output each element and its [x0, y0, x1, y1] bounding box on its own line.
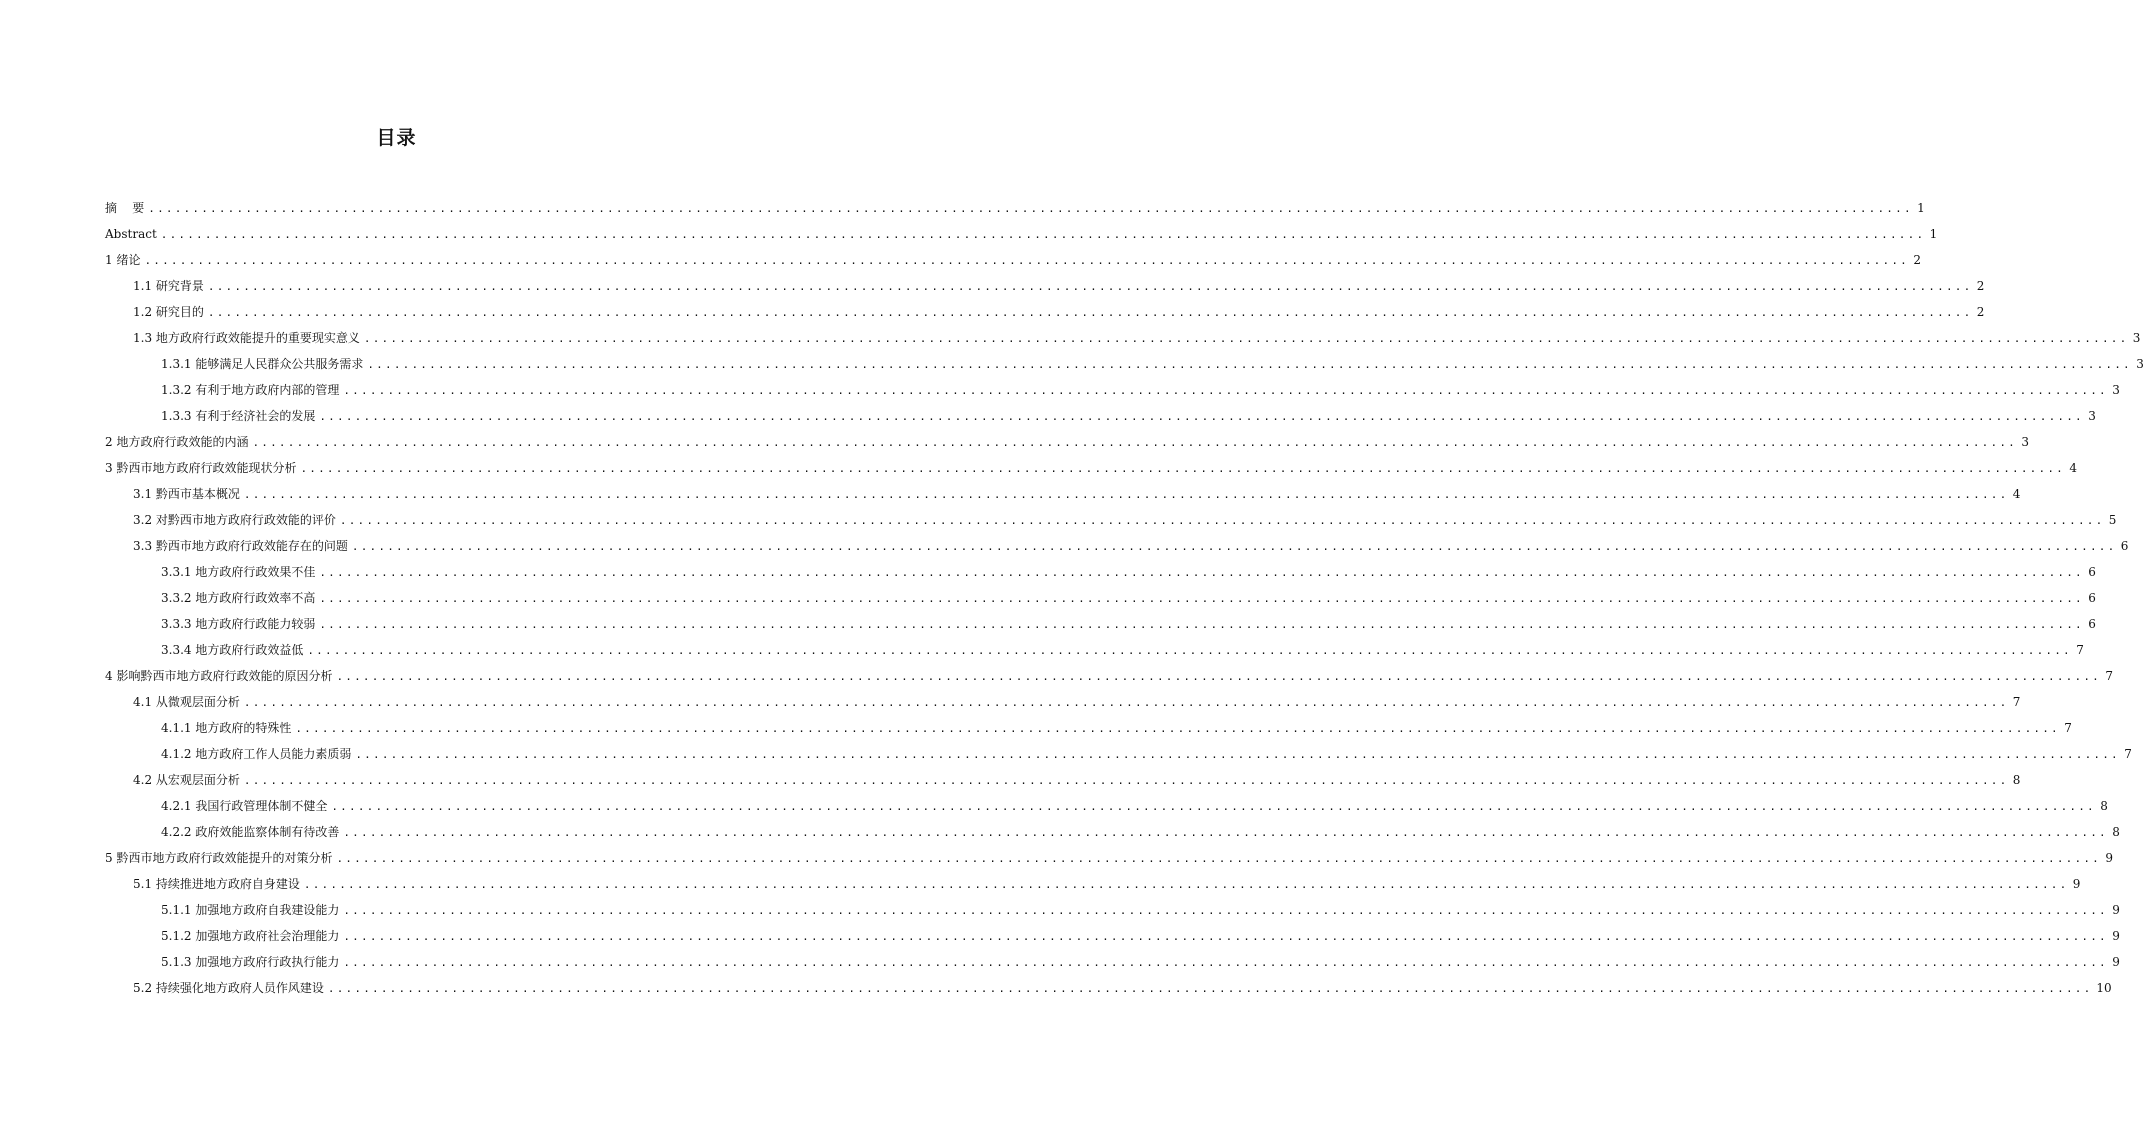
dot-leader: ........................................................................................................................................................................................................ — [367, 358, 2132, 371]
toc-entry[interactable] — [105, 767, 2021, 793]
toc-entry-label: 3.3.4 地方政府行政效益低 — [161, 643, 304, 657]
toc-entry-label: 摘 要 — [105, 201, 145, 215]
dot-leader: ........................................................................................................................................................................................................ — [343, 904, 2108, 917]
toc-entry[interactable] — [105, 871, 2081, 897]
toc-entry-label: 4.1.2 地方政府工作人员能力素质弱 — [161, 747, 352, 761]
toc-entry-page-number: 7 — [2012, 695, 2021, 709]
toc-entry-page-number: 5 — [2108, 513, 2117, 527]
toc-entry-label: 3.3.1 地方政府行政效果不佳 — [161, 565, 316, 579]
toc-entry[interactable] — [105, 507, 2117, 533]
toc-entry-page-number: 2 — [1976, 305, 1985, 319]
toc-entry-page-number: 7 — [2105, 669, 2113, 683]
toc-entry-label: 3.2 对黔西市地方政府行政效能的评价 — [133, 513, 336, 527]
dot-leader: ........................................................................................................................................................................................................ — [160, 228, 1926, 241]
toc-entry-page-number: 6 — [2120, 539, 2129, 553]
dot-leader: ........................................................................................................................................................................................................ — [336, 670, 2101, 683]
toc-entry[interactable] — [105, 741, 2132, 767]
dot-leader: ........................................................................................................................................................................................................ — [351, 540, 2117, 553]
toc-entry-page-number: 9 — [2072, 877, 2081, 891]
toc-entry[interactable] — [105, 845, 2113, 871]
toc-entry[interactable] — [105, 455, 2077, 481]
toc-entry[interactable] — [105, 299, 1985, 325]
toc-entry-label: 3.3.3 地方政府行政能力较弱 — [161, 617, 316, 631]
toc-entry-page-number: 3 — [2112, 383, 2120, 397]
toc-entry[interactable] — [105, 715, 2072, 741]
toc-entry[interactable] — [105, 481, 2021, 507]
dot-leader: ........................................................................................................................................................................................................ — [207, 306, 1973, 319]
toc-entry-label: 5.1.3 加强地方政府行政执行能力 — [161, 955, 340, 969]
toc-entry-page-number: 7 — [2124, 747, 2132, 761]
dot-leader: ........................................................................................................................................................................................................ — [363, 332, 2129, 345]
dot-leader: ........................................................................................................................................................................................................ — [355, 748, 2120, 761]
toc-entry-page-number: 4 — [2069, 461, 2077, 475]
toc-entry-page-number: 4 — [2012, 487, 2021, 501]
dot-leader: ........................................................................................................................................................................................................ — [144, 254, 1909, 267]
toc-entry[interactable] — [105, 949, 2120, 975]
toc-entry-page-number: 1 — [1917, 201, 1925, 215]
toc-entry-label: 1.3.3 有利于经济社会的发展 — [161, 409, 316, 423]
toc-entry[interactable] — [105, 403, 2096, 429]
toc-entry-label: 4.2.2 政府效能监察体制有待改善 — [161, 825, 340, 839]
dot-leader: ........................................................................................................................................................................................................ — [343, 384, 2108, 397]
toc-entry-page-number: 9 — [2105, 851, 2113, 865]
dot-leader: ........................................................................................................................................................................................................ — [295, 722, 2060, 735]
toc-entry-page-number: 2 — [1913, 253, 1921, 267]
dot-leader: ........................................................................................................................................................................................................ — [300, 462, 2065, 475]
toc-entry[interactable] — [105, 195, 1925, 221]
dot-leader: ........................................................................................................................................................................................................ — [331, 800, 2096, 813]
toc-entry-label: 5.1.1 加强地方政府自我建设能力 — [161, 903, 340, 917]
table-of-contents — [105, 195, 2144, 1001]
toc-entry-label: 4 影响黔西市地方政府行政效能的原因分析 — [105, 669, 333, 683]
dot-leader: ........................................................................................................................................................................................................ — [243, 488, 2009, 501]
page-title: 目录 — [376, 127, 417, 149]
toc-entry[interactable] — [105, 351, 2144, 377]
dot-leader: ........................................................................................................................................................................................................ — [339, 514, 2105, 527]
dot-leader: ........................................................................................................................................................................................................ — [307, 644, 2072, 657]
dot-leader: ........................................................................................................................................................................................................ — [319, 410, 2084, 423]
toc-entry-page-number: 3 — [2132, 331, 2141, 345]
dot-leader: ........................................................................................................................................................................................................ — [343, 826, 2108, 839]
toc-entry-page-number: 6 — [2088, 591, 2096, 605]
dot-leader: ........................................................................................................................................................................................................ — [319, 618, 2084, 631]
dot-leader: ........................................................................................................................................................................................................ — [319, 566, 2084, 579]
toc-entry-label: 3.1 黔西市基本概况 — [133, 487, 240, 501]
toc-entry-page-number: 3 — [2088, 409, 2096, 423]
toc-entry-page-number: 7 — [2076, 643, 2084, 657]
dot-leader: ........................................................................................................................................................................................................ — [343, 930, 2108, 943]
toc-entry[interactable] — [105, 923, 2120, 949]
dot-leader: ........................................................................................................................................................................................................ — [336, 852, 2101, 865]
dot-leader: ........................................................................................................................................................................................................ — [327, 982, 2093, 995]
toc-entry-label: 5.2 持续强化地方政府人员作风建设 — [133, 981, 324, 995]
toc-entry-label: 1.3.1 能够满足人民群众公共服务需求 — [161, 357, 364, 371]
toc-entry-page-number: 8 — [2100, 799, 2108, 813]
dot-leader: ........................................................................................................................................................................................................ — [148, 202, 1913, 215]
dot-leader: ........................................................................................................................................................................................................ — [252, 436, 2017, 449]
toc-entry[interactable] — [105, 611, 2096, 637]
toc-entry-label: 1.2 研究目的 — [133, 305, 204, 319]
toc-entry-page-number: 3 — [2021, 435, 2029, 449]
toc-entry[interactable] — [105, 637, 2084, 663]
toc-entry[interactable] — [105, 975, 2112, 1001]
toc-entry-label: 4.1 从微观层面分析 — [133, 695, 240, 709]
toc-entry-label: 1.3 地方政府行政效能提升的重要现实意义 — [133, 331, 360, 345]
toc-entry-page-number: 9 — [2112, 929, 2120, 943]
toc-entry-page-number: 8 — [2112, 825, 2120, 839]
toc-entry-label: 4.2.1 我国行政管理体制不健全 — [161, 799, 328, 813]
dot-leader: ........................................................................................................................................................................................................ — [243, 774, 2009, 787]
toc-entry-page-number: 9 — [2112, 955, 2120, 969]
toc-entry-page-number: 3 — [2136, 357, 2144, 371]
toc-entry-label: 3 黔西市地方政府行政效能现状分析 — [105, 461, 297, 475]
toc-entry-label: 1 绪论 — [105, 253, 141, 267]
dot-leader: ........................................................................................................................................................................................................ — [207, 280, 1973, 293]
toc-entry[interactable] — [105, 533, 2129, 559]
toc-entry[interactable] — [105, 325, 2141, 351]
dot-leader: ........................................................................................................................................................................................................ — [303, 878, 2069, 891]
toc-entry-label: 5.1 持续推进地方政府自身建设 — [133, 877, 300, 891]
dot-leader: ........................................................................................................................................................................................................ — [343, 956, 2108, 969]
toc-entry-label: 4.1.1 地方政府的特殊性 — [161, 721, 292, 735]
toc-entry-label: 1.1 研究背景 — [133, 279, 204, 293]
toc-entry-page-number: 6 — [2088, 617, 2096, 631]
dot-leader: ........................................................................................................................................................................................................ — [243, 696, 2009, 709]
toc-entry[interactable] — [105, 247, 1921, 273]
dot-leader: ........................................................................................................................................................................................................ — [319, 592, 2084, 605]
toc-entry[interactable] — [105, 585, 2096, 611]
toc-entry-label: 5 黔西市地方政府行政效能提升的对策分析 — [105, 851, 333, 865]
toc-entry-label: 3.3.2 地方政府行政效率不高 — [161, 591, 316, 605]
toc-entry[interactable] — [105, 663, 2113, 689]
toc-entry-page-number: 8 — [2012, 773, 2021, 787]
toc-entry[interactable] — [105, 689, 2021, 715]
toc-entry-page-number: 10 — [2096, 981, 2112, 995]
toc-entry-page-number: 1 — [1929, 227, 1938, 241]
toc-entry-label: 3.3 黔西市地方政府行政效能存在的问题 — [133, 539, 348, 553]
toc-entry[interactable] — [105, 221, 1938, 247]
toc-entry-page-number: 6 — [2088, 565, 2096, 579]
toc-entry-label: 2 地方政府行政效能的内涵 — [105, 435, 249, 449]
toc-entry-label: Abstract — [105, 227, 157, 241]
toc-entry-label: 1.3.2 有利于地方政府内部的管理 — [161, 383, 340, 397]
toc-entry-page-number: 9 — [2112, 903, 2120, 917]
toc-entry[interactable] — [105, 559, 2096, 585]
toc-entry[interactable] — [105, 819, 2120, 845]
toc-entry-label: 5.1.2 加强地方政府社会治理能力 — [161, 929, 340, 943]
toc-entry[interactable] — [105, 273, 1985, 299]
toc-entry[interactable] — [105, 377, 2120, 403]
toc-entry[interactable] — [105, 429, 2029, 455]
toc-entry[interactable] — [105, 897, 2120, 923]
toc-entry-label: 4.2 从宏观层面分析 — [133, 773, 240, 787]
toc-entry[interactable] — [105, 793, 2108, 819]
toc-entry-page-number: 7 — [2064, 721, 2072, 735]
toc-entry-page-number: 2 — [1976, 279, 1985, 293]
